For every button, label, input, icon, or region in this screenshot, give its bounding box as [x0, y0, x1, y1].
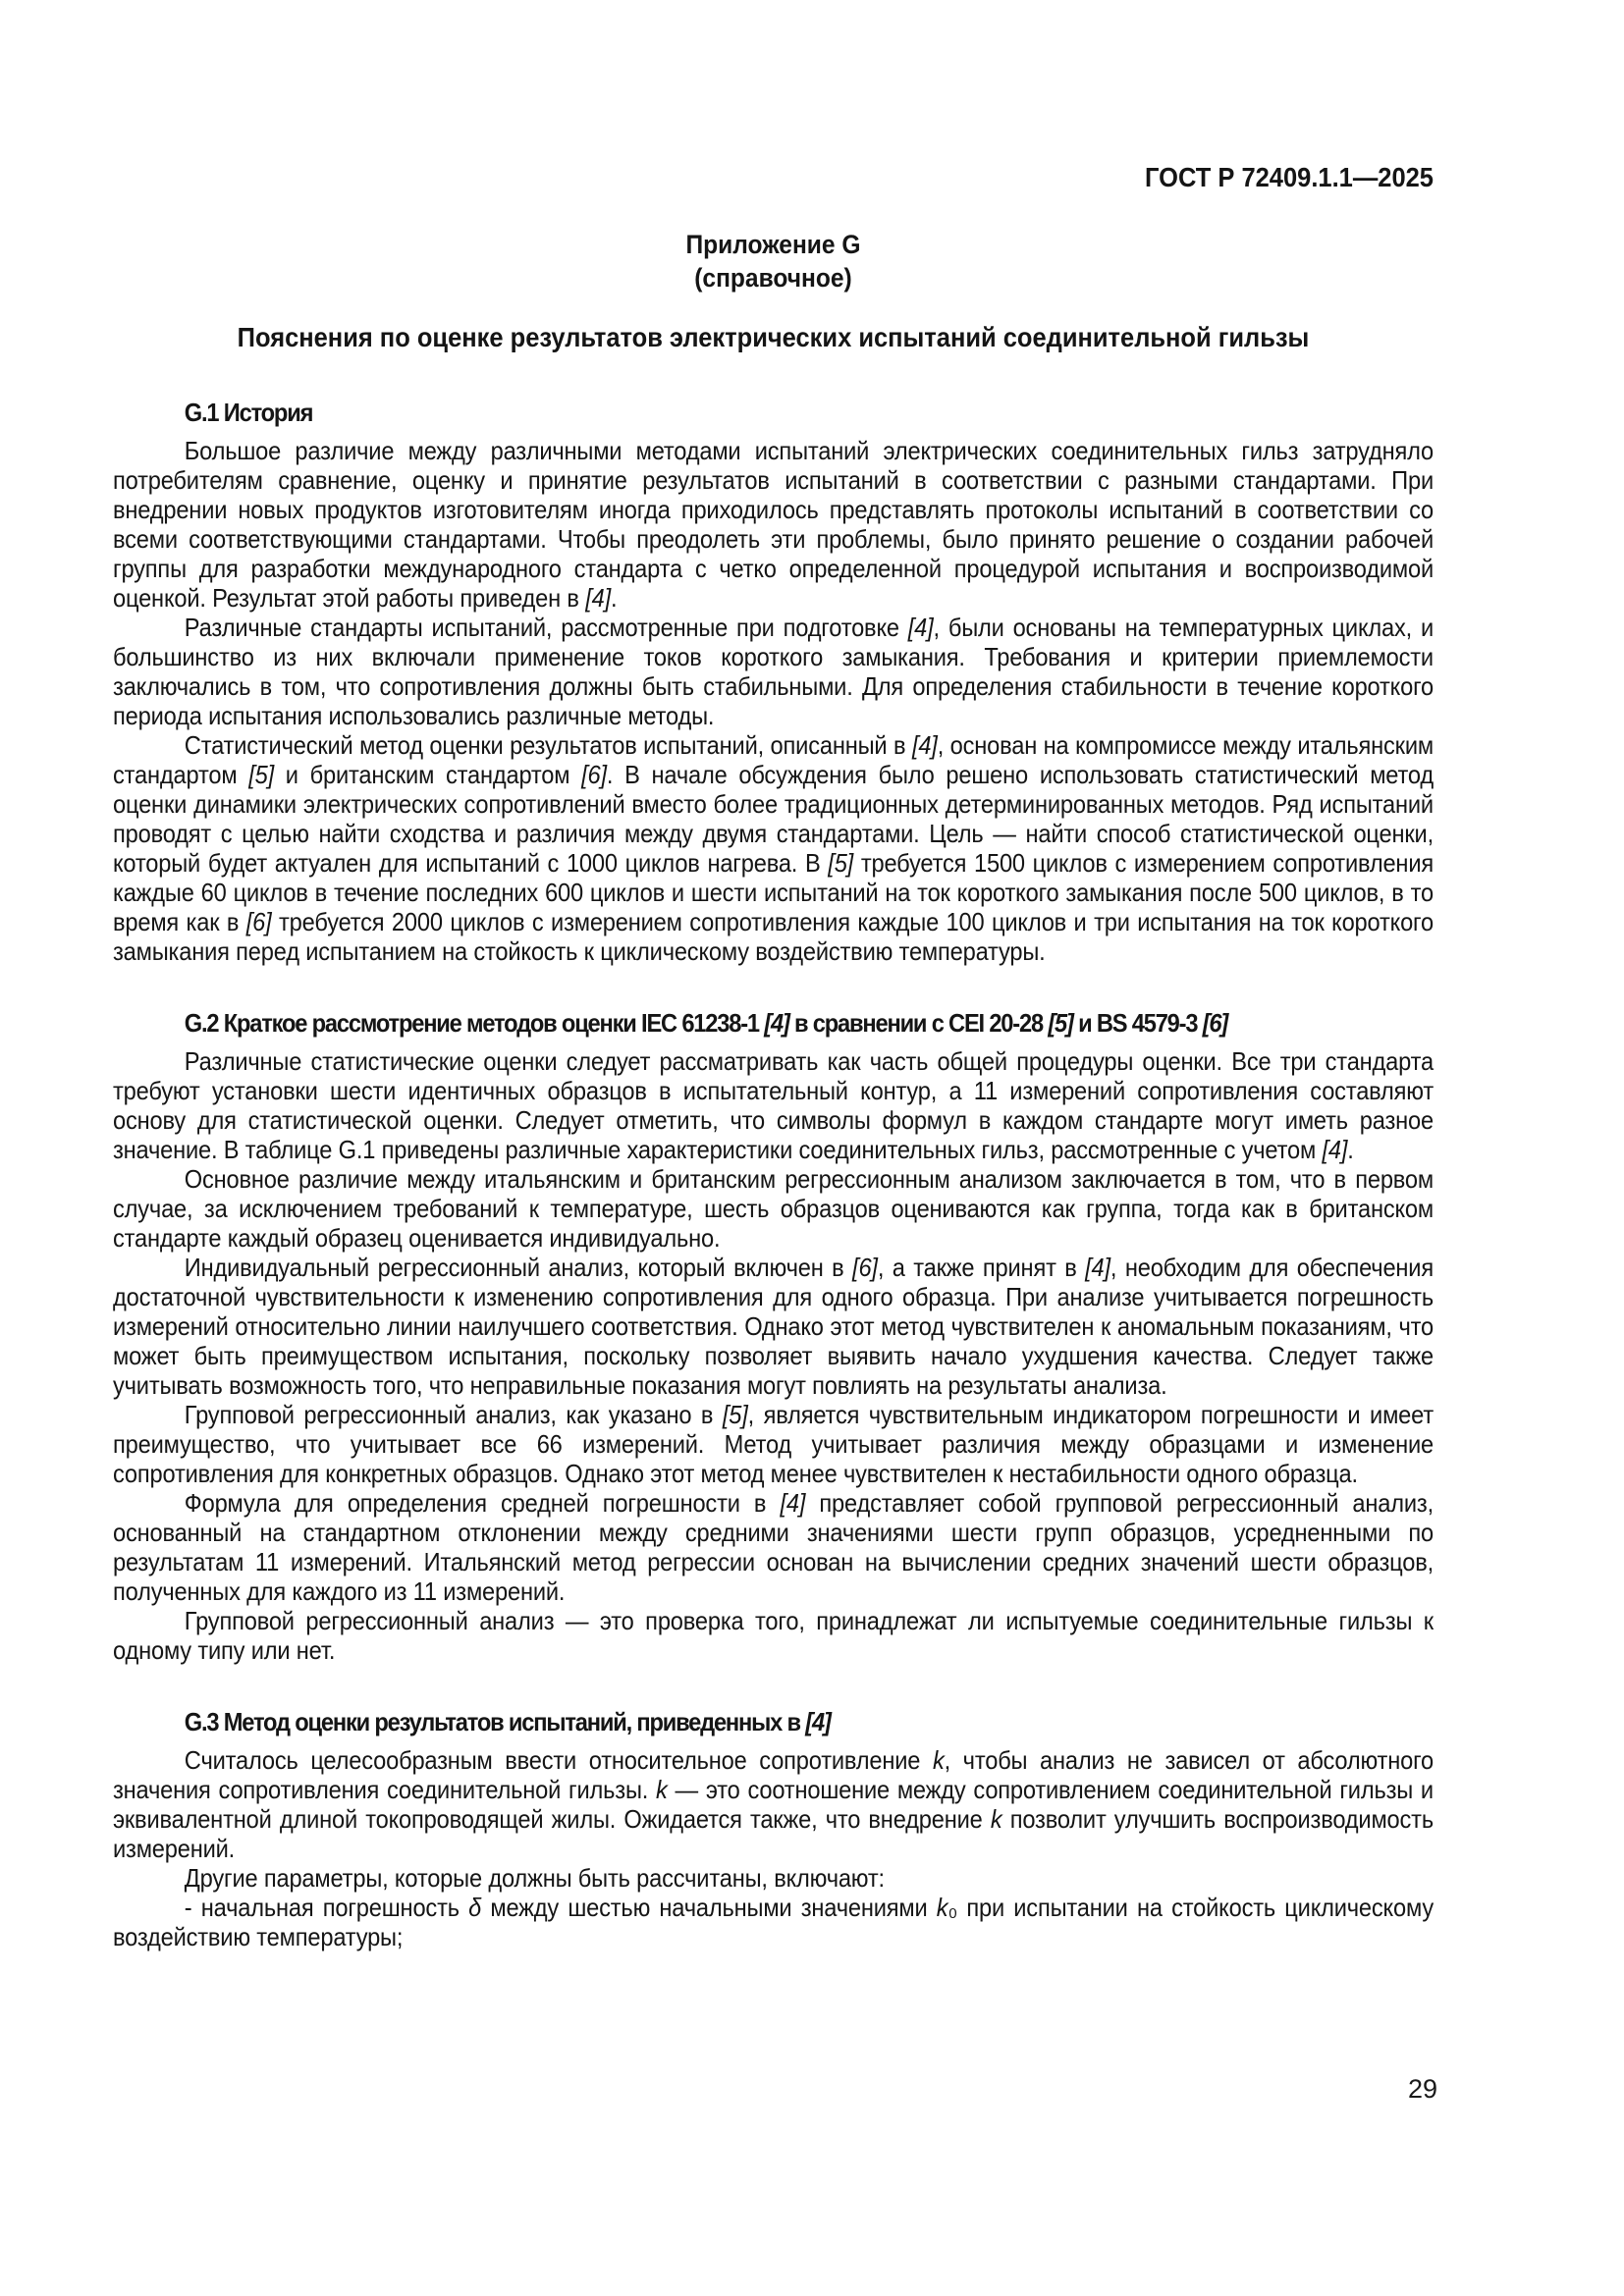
paragraph: Различные стандарты испытаний, рассмотренные при подготовке [4], были основаны на температурных циклах, и большинство из них включали применение токов короткого замыкания. Требования и критерии приемлемости заключались в том, что сопротивления должны быть стабильными. Для определения стабильности в течение короткого периода испытания использовались различные методы.: [113, 613, 1434, 730]
paragraph: Большое различие между различными методами испытаний электрических соединительных гильз затрудняло потребителям сравнение, оценку и принятие результатов испытаний в соответствии с разными стандартами. При внедрении новых продуктов изготовителям иногда приходилось представлять протоколы испытаний в соответствии со всеми соответствующими стандартами. Чтобы преодолеть эти проблемы, было принято решение о создании рабочей группы для разработки международного стандарта с четко определенной процедурой испытания и воспроизводимой оценкой. Результат этой работы приведен в [4].: [113, 436, 1434, 613]
list-item-dash: - начальная погрешность δ между шестью начальными значениями k₀ при испытании на стойкость циклическому воздействию температуры;: [113, 1893, 1434, 1951]
paragraph: Формула для определения средней погрешности в [4] представляет собой групповой регрессионный анализ, основанный на стандартном отклонении между средними значениями шести групп образцов, усредненными по результатам 11 измерений. Итальянский метод регрессии основан на вычислении средних значений шести образцов, полученных для каждого из 11 измерений.: [113, 1488, 1434, 1606]
paragraph: Другие параметры, которые должны быть рассчитаны, включают:: [184, 1863, 885, 1893]
content-column: [113, 162, 1434, 1951]
paragraph: Различные статистические оценки следует рассматривать как часть общей процедуры оценки. Все три стандарта требуют установки шести идентичных образцов в испытательный контур, а 11 измерений сопротивления составляют основу для статистической оценки. Следует отметить, что символы формул в каждом стандарте могут иметь разное значение. В таблице G.1 приведены различные характеристики соединительных гильз, рассмотренные с учетом [4].: [113, 1046, 1434, 1164]
paragraph: Статистический метод оценки результатов испытаний, описанный в [4], основан на компромиссе между итальянским стандартом [5] и британским стандартом [6]. В начале обсуждения было решено использовать статистический метод оценки динамики электрических сопротивлений вместо более традиционных детерминированных методов. Ряд испытаний проводят с целью найти сходства и различия между двумя стандартами. Цель — найти способ статистической оценки, который будет актуален для испытаний с 1000 циклов нагрева. В [5] требуется 1500 циклов с измерением сопротивления каждые 60 циклов в течение последних 600 циклов и шести испытаний на ток короткого замыкания после 500 циклов, в то время как в [6] требуется 2000 циклов с измерением сопротивления каждые 100 циклов и три испытания на ток короткого замыкания перед испытанием на стойкость к циклическому воздействию температуры.: [113, 730, 1434, 966]
paragraph: Групповой регрессионный анализ — это проверка того, принадлежат ли испытуемые соединительные гильзы к одному типу или нет.: [113, 1606, 1434, 1665]
section-g3: [113, 1706, 1434, 1951]
document-title: Пояснения по оценке результатов электрических испытаний соединительной гильзы: [237, 322, 1310, 352]
doc-code: ГОСТ Р 72409.1.1—2025: [1145, 162, 1434, 192]
paragraph: Групповой регрессионный анализ, как указано в [5], является чувствительным индикатором погрешности и имеет преимущество, что учитывает все 66 измерений. Метод учитывает различия между образцами и изменение сопротивления для конкретных образцов. Однако этот метод менее чувствителен к нестабильности одного образца.: [113, 1400, 1434, 1488]
appendix-label: Приложение G: [685, 230, 861, 259]
paragraph: Индивидуальный регрессионный анализ, который включен в [6], а также принят в [4], необходим для обеспечения достаточной чувствительности к изменению сопротивления для одного образца. При анализе учитывается погрешность измерений относительно линии наилучшего соответствия. Однако этот метод чувствителен к аномальным показаниям, что может быть преимуществом испытания, поскольку позволяет выявить начало ухудшения качества. Следует также учитывать возможность того, что неправильные показания могут повлиять на результаты анализа.: [113, 1253, 1434, 1400]
section-g1: [113, 397, 1434, 966]
paragraph: Основное различие между итальянским и британским регрессионным анализом заключается в том, что в первом случае, за исключением требований к температуре, шесть образцов оцениваются как группа, тогда как в британском стандарте каждый образец оценивается индивидуально.: [113, 1164, 1434, 1253]
section-g1-heading: G.1 История: [184, 398, 313, 427]
section-g3-heading: G.3 Метод оценки результатов испытаний, приведенных в [4]: [184, 1707, 831, 1736]
section-g2: [113, 1007, 1434, 1665]
paragraph: Считалось целесообразным ввести относительное сопротивление k, чтобы анализ не зависел от абсолютного значения сопротивления соединительной гильзы. k — это соотношение между сопротивлением соединительной гильзы и эквивалентной длиной токопроводящей жилы. Ожидается также, что внедрение k позволит улучшить воспроизводимость измерений.: [113, 1745, 1434, 1863]
page-number: 29: [1407, 2074, 1437, 2104]
section-g2-heading: G.2 Краткое рассмотрение методов оценки IEC 61238-1 [4] в сравнении с CEI 20-28 [5] и BS 4579-3 [6]: [184, 1008, 1228, 1038]
appendix-kind: (справочное): [694, 263, 852, 293]
